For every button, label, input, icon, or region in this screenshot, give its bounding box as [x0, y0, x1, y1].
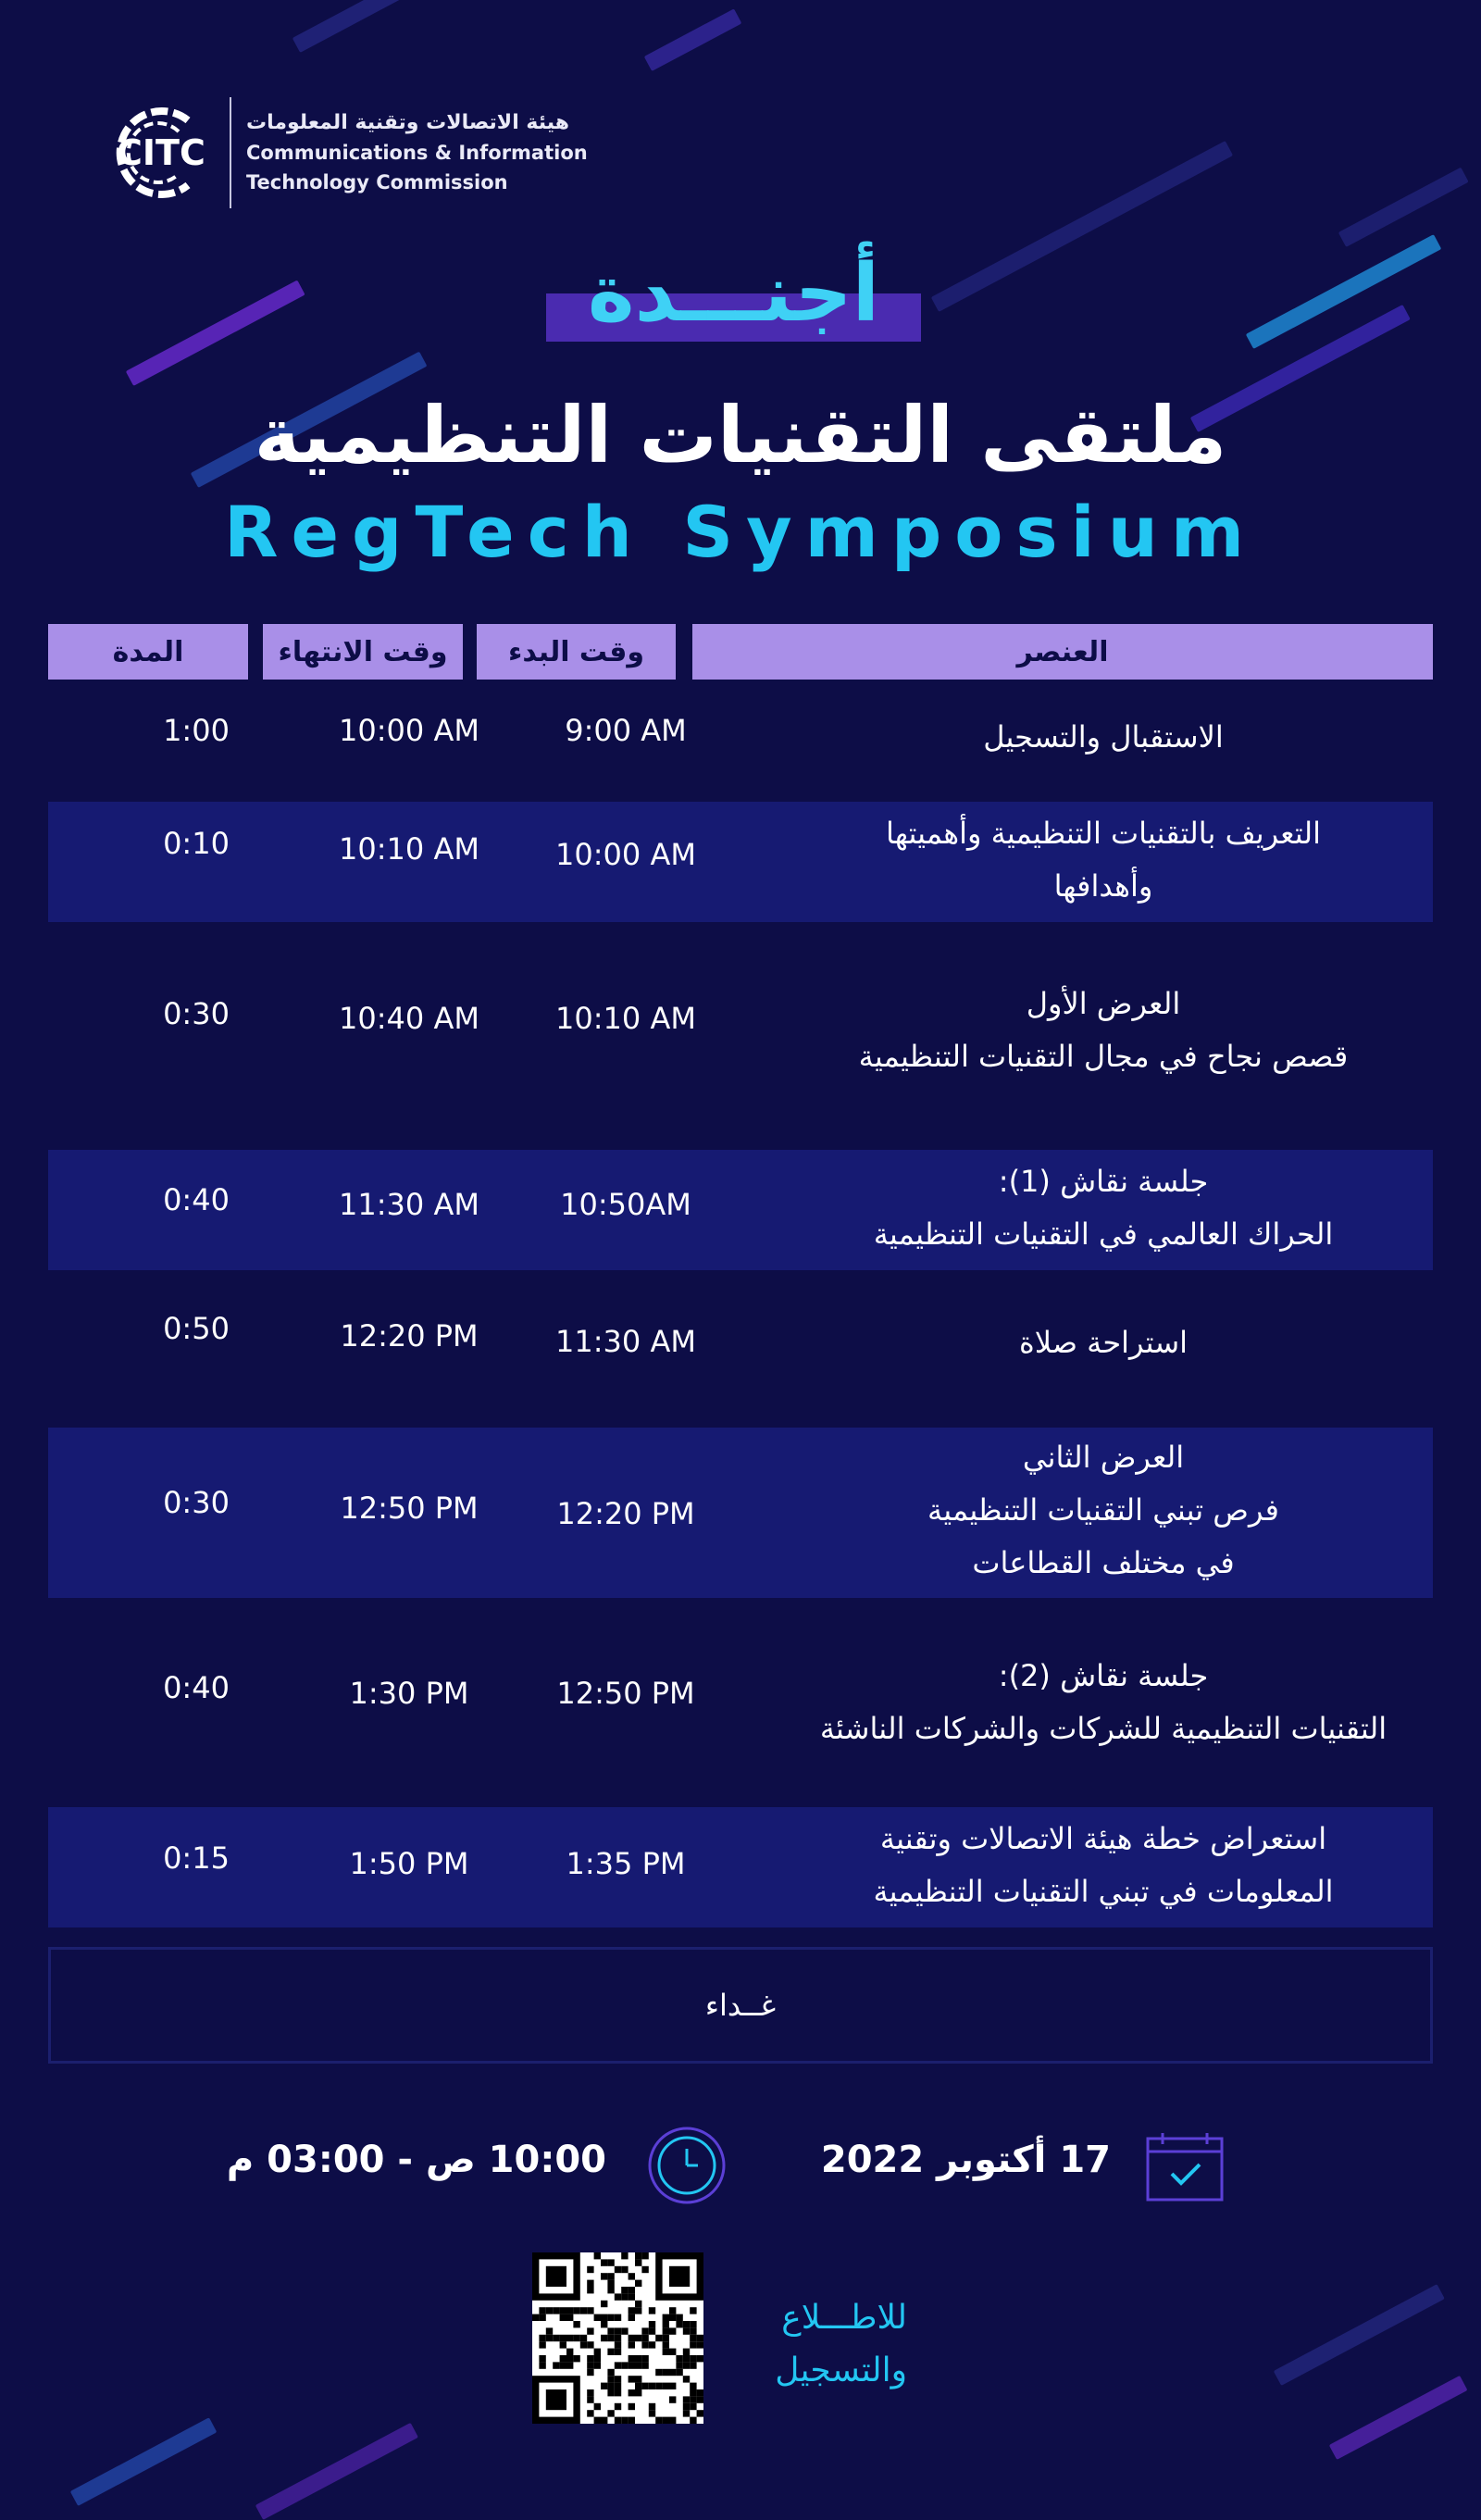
event-title-ar: ملتقى التقنيات التنظيمية — [254, 390, 1227, 480]
clock-icon — [646, 2125, 728, 2206]
row-start: 10:00 AM — [555, 837, 696, 872]
row-item: العرض الأول قصص نجاح في مجال التقنيات التنظيمية — [858, 986, 1349, 1074]
calendar-check-icon — [1146, 2131, 1224, 2202]
register-label — [731, 2291, 907, 2397]
row-item: الاستقبال والتسجيل — [983, 719, 1224, 755]
table-row — [48, 1428, 1433, 1598]
header-end: وقت الانتهاء — [263, 624, 463, 680]
row-end: 12:50 PM — [340, 1491, 479, 1526]
lunch-row — [48, 1947, 1433, 2064]
row-item: العرض الثاني فرص تبني التقنيات التنظيمية في مختلف القطاعات — [927, 1440, 1279, 1580]
agenda-heading — [546, 243, 921, 354]
row-end: 1:50 PM — [349, 1846, 469, 1881]
logo-divider — [230, 97, 231, 208]
org-name — [246, 109, 588, 196]
row-item: جلسة نقاش (1): الحراك العالمي في التقنيات التنظيمية — [873, 1164, 1334, 1252]
register-line-1: للاطـــلاع — [781, 2299, 907, 2337]
row-end: 12:20 PM — [340, 1318, 479, 1354]
row-duration: 0:15 — [163, 1840, 230, 1876]
table-row — [48, 692, 1433, 802]
row-end: 10:00 AM — [339, 713, 479, 748]
org-name-ar: هيئة الاتصالات وتقنية المعلومات — [246, 111, 569, 134]
row-duration: 0:40 — [163, 1182, 230, 1217]
header-duration: المدة — [48, 624, 248, 680]
register-line-2: والتسجيل — [775, 2352, 907, 2389]
registration-qr-code[interactable] — [532, 2252, 703, 2424]
row-start: 10:10 AM — [555, 1001, 696, 1036]
row-duration: 0:10 — [163, 826, 230, 861]
table-row — [48, 1807, 1433, 1927]
lunch-label: غــداء — [704, 1988, 777, 2023]
logo-text: CITC — [117, 132, 205, 173]
row-end: 10:40 AM — [339, 1001, 479, 1036]
row-duration: 0:30 — [163, 1485, 230, 1520]
row-item: التعريف بالتقنيات التنظيمية وأهميتها وأهدافها — [885, 816, 1322, 904]
row-end: 10:10 AM — [339, 831, 479, 867]
row-start: 10:50AM — [560, 1187, 691, 1222]
table-row — [48, 802, 1433, 922]
org-logo-block — [100, 93, 588, 213]
row-item: جلسة نقاش (2): التقنيات التنظيمية للشركات والشركات الناشئة — [819, 1658, 1388, 1746]
event-title-en: RegTech Symposium — [223, 491, 1258, 573]
header-item: العنصر — [692, 624, 1433, 680]
event-date: 17 أكتوبر 2022 — [820, 2139, 1111, 2181]
table-row — [48, 1150, 1433, 1270]
table-row — [48, 1270, 1433, 1428]
row-item: استعراض خطة هيئة الاتصالات وتقنية المعلومات في تبني التقنيات التنظيمية — [873, 1821, 1334, 1909]
row-duration: 0:30 — [163, 996, 230, 1031]
row-end: 11:30 AM — [339, 1187, 479, 1222]
citc-logo-icon — [100, 93, 220, 213]
row-duration: 0:40 — [163, 1670, 230, 1705]
event-time: 10:00 ص - 03:00 م — [226, 2139, 606, 2181]
row-start: 1:35 PM — [566, 1846, 686, 1881]
row-start: 9:00 AM — [565, 713, 687, 748]
row-end: 1:30 PM — [349, 1676, 469, 1711]
table-row — [48, 1598, 1433, 1807]
row-start: 11:30 AM — [555, 1324, 696, 1359]
row-item: استراحة صلاة — [1018, 1325, 1189, 1360]
row-duration: 1:00 — [163, 713, 230, 748]
row-duration: 0:50 — [163, 1311, 230, 1346]
row-start: 12:20 PM — [556, 1496, 695, 1531]
org-name-en-2: Technology Commission — [246, 171, 508, 193]
agenda-text: أجنـــدة — [587, 247, 880, 340]
header-start: وقت البدء — [477, 624, 676, 680]
table-row — [48, 922, 1433, 1150]
row-start: 12:50 PM — [556, 1676, 695, 1711]
org-name-en-1: Communications & Information — [246, 142, 588, 164]
